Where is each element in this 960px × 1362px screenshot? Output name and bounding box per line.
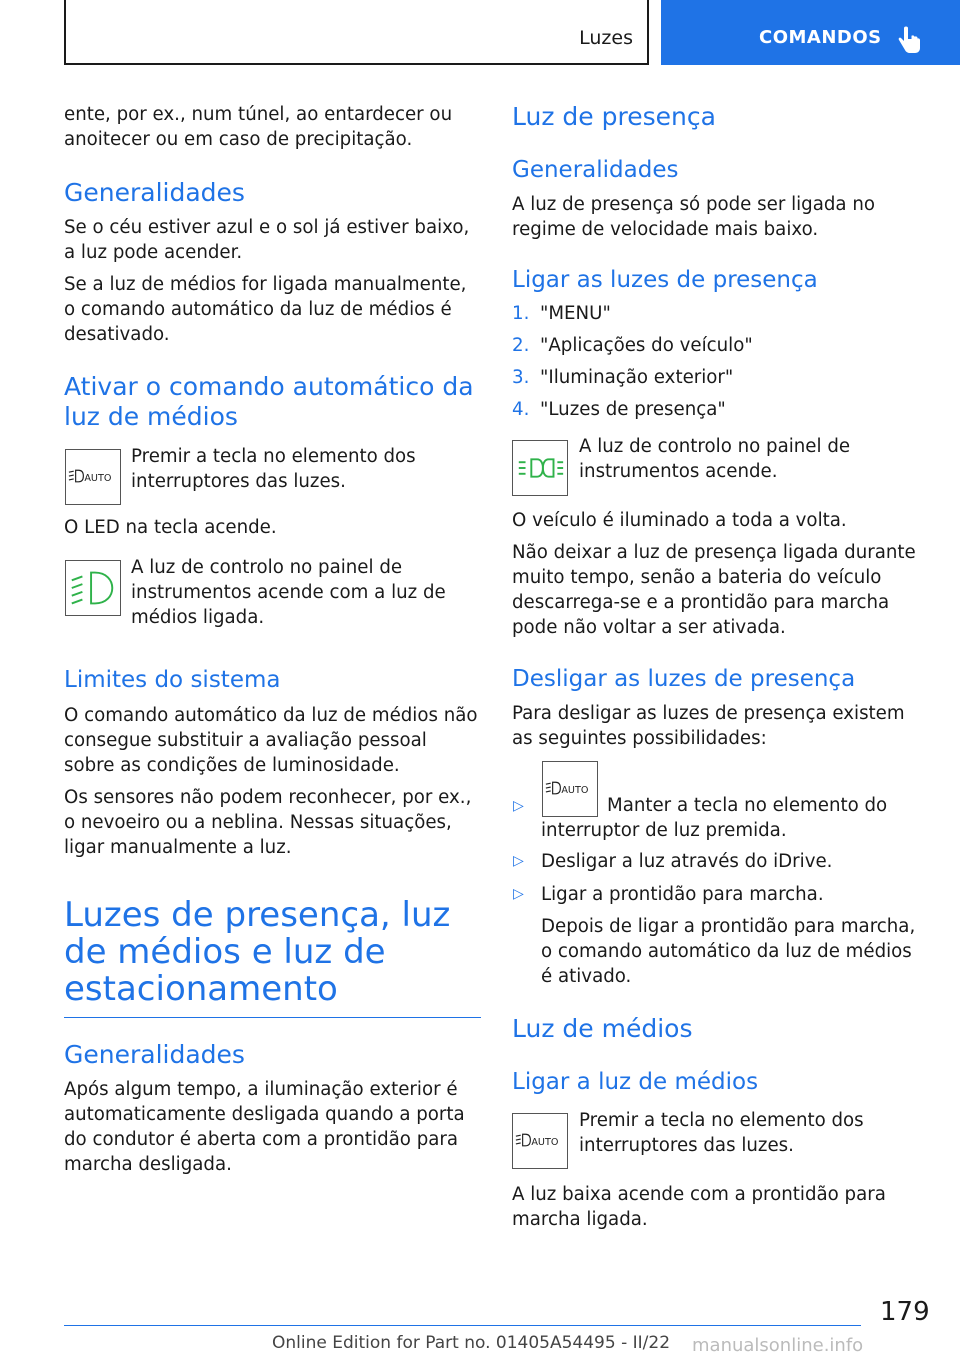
svg-text:AUTO: AUTO xyxy=(561,784,589,796)
parking-control-light-text: A luz de controlo no painel de instrumentos acende. xyxy=(579,436,851,482)
presence-off-paragraph: Para desligar as luzes de presença existem as seguintes possibilidades: xyxy=(512,703,905,749)
lowbeam-paragraph: A luz baixa acende com a prontidão para marcha ligada. xyxy=(512,1184,886,1230)
bullet-2-text: Desligar a luz através do iDrive. xyxy=(541,851,833,872)
general-paragraph-1: Se o céu estiver azul e o sol já estiver baixo, a luz pode acender. xyxy=(64,217,470,263)
svg-text:AUTO: AUTO xyxy=(84,472,112,484)
step-text: "MENU" xyxy=(540,303,611,324)
step-number: 1. xyxy=(512,303,530,324)
limits-paragraph-1: O comando automático da luz de médios não consegue substituir a avaliação pessoal sobre as condições de luminosidade. xyxy=(64,705,478,776)
lowbeam-on-heading: Ligar a luz de médios xyxy=(512,1069,759,1095)
watermark: manualsonline.info xyxy=(692,1335,864,1356)
general-paragraph-2: Se a luz de médios for ligada manualmente, o comando automático da luz de médios é desativado. xyxy=(64,274,467,345)
section-title: Luzes xyxy=(579,27,633,49)
step-1 xyxy=(512,301,928,326)
edition-text: Online Edition for Part no. 01405A54495 - II/22 xyxy=(272,1333,671,1353)
chapter-heading: Luzes de presença, luz de médios e luz de estacionamento xyxy=(64,895,451,1009)
step-number: 3. xyxy=(512,367,530,388)
step-3 xyxy=(512,365,928,390)
step-text: "Iluminação exterior" xyxy=(540,367,734,388)
bullet-2-marker: ▷ xyxy=(513,853,524,869)
step-number: 4. xyxy=(512,399,530,420)
general2-heading: Generalidades xyxy=(64,1040,245,1069)
bullet-1-marker: ▷ xyxy=(513,798,524,814)
auto-light-button-icon xyxy=(65,449,121,505)
lowbeam-heading: Luz de médios xyxy=(512,1014,693,1043)
general-heading: Generalidades xyxy=(64,178,245,207)
lowbeam-control-light-text: A luz de controlo no painel de instrumentos acende com a luz de médios ligada. xyxy=(131,557,446,628)
led-paragraph: O LED na tecla acende. xyxy=(64,517,277,538)
step-text: "Luzes de presença" xyxy=(540,399,726,420)
step-2 xyxy=(512,333,928,358)
header-chapter-tab xyxy=(661,0,960,65)
pointing-hand-icon xyxy=(897,26,921,54)
bullet-3-subtext: Depois de ligar a prontidão para marcha, o comando automático da luz de médios é ativado. xyxy=(541,916,916,987)
presence-on-heading: Ligar as luzes de presença xyxy=(512,267,818,293)
step-4 xyxy=(512,397,928,422)
lowbeam-indicator-icon xyxy=(65,560,121,616)
lowbeam-instruction: Premir a tecla no elemento dos interruptores das luzes. xyxy=(579,1110,864,1156)
page-number: 179 xyxy=(880,1297,930,1327)
presence-heading: Luz de presença xyxy=(512,102,716,131)
presence-general-heading: Generalidades xyxy=(512,157,679,183)
header-section-tab xyxy=(64,0,649,65)
activate-auto-heading: Ativar o comando automático da luz de médios xyxy=(64,372,474,431)
intro-paragraph: ente, por ex., num túnel, ao entardecer ou anoitecer ou em caso de precipitação. xyxy=(64,104,453,150)
chapter-rule xyxy=(64,1017,481,1018)
around-paragraph: O veículo é iluminado a toda a volta. xyxy=(512,510,847,531)
chapter-title: COMANDOS xyxy=(759,27,882,48)
general2-paragraph: Após algum tempo, a iluminação exterior é automaticamente desligada quando a porta do condutor é aberta com a prontidão para marcha desligada. xyxy=(64,1079,465,1175)
warning-paragraph: Não deixar a luz de presença ligada durante muito tempo, senão a bateria do veículo descarrega-se e a prontidão para marcha pode não voltar a ser ativada. xyxy=(512,542,916,638)
step-text: "Aplicações do veículo" xyxy=(540,335,753,356)
footer-rule xyxy=(64,1325,861,1326)
presence-off-heading: Desligar as luzes de presença xyxy=(512,666,856,692)
limits-paragraph-2: Os sensores não podem reconhecer, por ex., o nevoeiro ou a neblina. Nessas situações, ligar manualmente a luz. xyxy=(64,787,472,858)
step-number: 2. xyxy=(512,335,530,356)
parking-light-indicator-icon xyxy=(512,440,568,496)
activate-instruction: Premir a tecla no elemento dos interruptores das luzes. xyxy=(131,446,416,492)
auto-light-button-icon-3 xyxy=(512,1113,568,1169)
bullet-3-marker: ▷ xyxy=(513,886,524,902)
presence-general-paragraph: A luz de presença só pode ser ligada no regime de velocidade mais baixo. xyxy=(512,194,875,240)
svg-text:AUTO: AUTO xyxy=(531,1136,559,1148)
limits-heading: Limites do sistema xyxy=(64,667,281,693)
bullet-3-text: Ligar a prontidão para marcha. xyxy=(541,884,824,905)
bullet-1-text: Manter a tecla no elemento do interruptor de luz premida. xyxy=(541,795,888,841)
